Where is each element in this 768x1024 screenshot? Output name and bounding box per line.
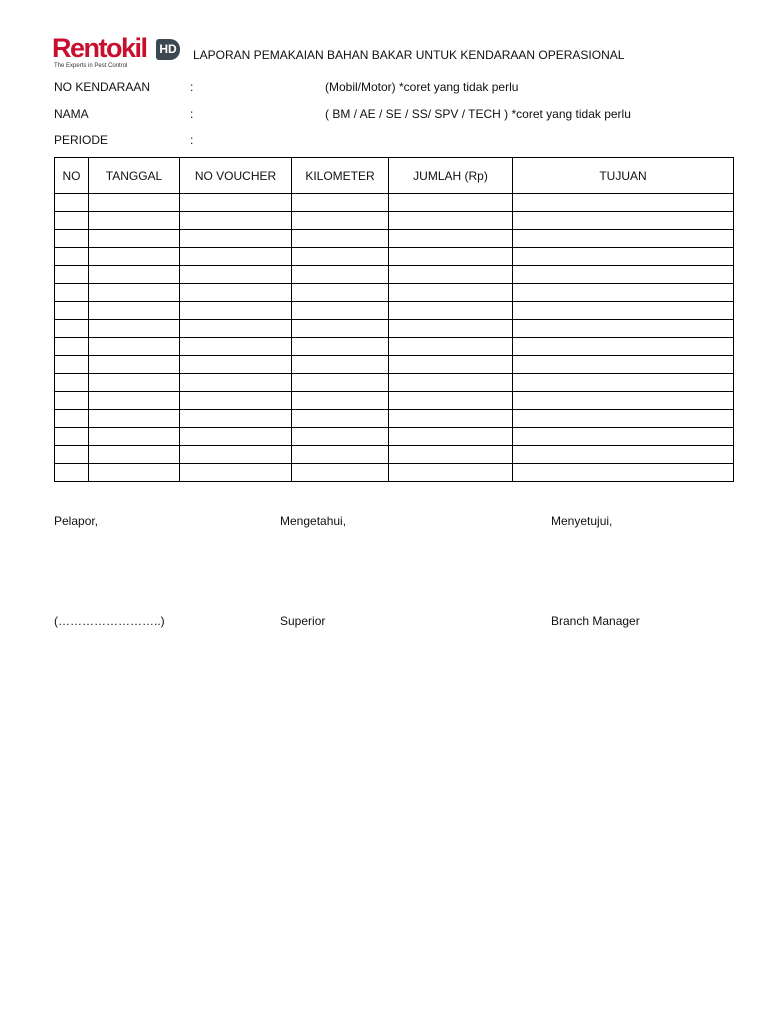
table-cell[interactable] [389,374,513,392]
table-cell[interactable] [513,320,734,338]
field-note-position: ( BM / AE / SE / SS/ SPV / TECH ) *coret yang tidak perlu [325,107,631,121]
table-cell[interactable] [55,212,89,230]
table-cell[interactable] [389,194,513,212]
table-body [55,194,734,482]
table-cell[interactable] [292,194,389,212]
table-cell[interactable] [513,428,734,446]
table-cell[interactable] [513,230,734,248]
table-cell[interactable] [180,302,292,320]
table-cell[interactable] [180,374,292,392]
table-cell[interactable] [89,194,180,212]
table-cell[interactable] [55,464,89,482]
table-row [55,464,734,482]
table-cell[interactable] [180,392,292,410]
table-cell[interactable] [292,428,389,446]
table-row [55,230,734,248]
field-colon: : [190,133,194,147]
table-cell[interactable] [89,284,180,302]
table-cell[interactable] [55,266,89,284]
table-cell[interactable] [180,194,292,212]
signature-label-acknowledged: Mengetahui, [280,514,347,528]
table-cell[interactable] [292,302,389,320]
rentokil-logo [52,33,180,74]
table-cell[interactable] [55,356,89,374]
table-cell[interactable] [89,338,180,356]
signature-name-superior: Superior [280,614,326,628]
table-cell[interactable] [292,320,389,338]
table-cell[interactable] [55,230,89,248]
table-cell[interactable] [292,338,389,356]
table-row [55,356,734,374]
table-cell[interactable] [89,230,180,248]
field-label-periode: PERIODE [54,133,109,147]
table-cell[interactable] [180,230,292,248]
table-cell[interactable] [389,302,513,320]
table-cell[interactable] [55,320,89,338]
table-cell[interactable] [89,320,180,338]
table-cell[interactable] [55,248,89,266]
table-row [55,410,734,428]
field-colon: : [190,80,194,94]
table-cell[interactable] [89,446,180,464]
table-cell[interactable] [389,464,513,482]
logo-tagline: The Experts in Pest Control [54,63,128,69]
table-cell[interactable] [89,464,180,482]
table-cell[interactable] [292,374,389,392]
col-header-no-voucher: NO VOUCHER [180,158,292,194]
table-cell[interactable] [180,428,292,446]
table-row [55,446,734,464]
table-cell[interactable] [292,410,389,428]
table-cell[interactable] [55,302,89,320]
table-cell[interactable] [513,374,734,392]
table-cell[interactable] [180,266,292,284]
table-cell[interactable] [180,338,292,356]
table-cell[interactable] [292,392,389,410]
field-label-nama: NAMA [54,107,89,121]
table-cell[interactable] [389,410,513,428]
table-cell[interactable] [180,446,292,464]
table-cell[interactable] [89,356,180,374]
table-row [55,266,734,284]
signature-label-reporter: Pelapor, [54,514,99,528]
table-cell[interactable] [292,212,389,230]
table-cell[interactable] [292,446,389,464]
signature-name-branch-manager: Branch Manager [551,614,640,628]
table-cell[interactable] [292,284,389,302]
table-cell[interactable] [292,464,389,482]
col-header-tujuan: TUJUAN [513,158,734,194]
table-cell[interactable] [180,212,292,230]
field-label-no-kendaraan: NO KENDARAAN [54,80,151,94]
table-cell[interactable] [389,212,513,230]
table-row [55,428,734,446]
table-row [55,374,734,392]
table-cell[interactable] [292,356,389,374]
table-cell[interactable] [180,464,292,482]
table-cell[interactable] [513,338,734,356]
table-cell[interactable] [89,212,180,230]
table-cell[interactable] [55,284,89,302]
table-cell[interactable] [513,446,734,464]
logo-wordmark: Rentokil [52,33,147,63]
table-cell[interactable] [513,356,734,374]
col-header-kilometer: KILOMETER [292,158,389,194]
table-row [55,302,734,320]
table-cell[interactable] [180,356,292,374]
table-row [55,212,734,230]
table-cell[interactable] [292,230,389,248]
table-cell[interactable] [180,248,292,266]
table-cell[interactable] [89,248,180,266]
field-note-vehicle-type: (Mobil/Motor) *coret yang tidak perlu [325,80,519,94]
table-cell[interactable] [513,194,734,212]
table-cell[interactable] [389,446,513,464]
table-cell[interactable] [89,374,180,392]
table-cell[interactable] [389,266,513,284]
table-header-row [55,158,734,194]
table-cell[interactable] [89,410,180,428]
table-cell[interactable] [55,428,89,446]
table-row [55,284,734,302]
table-row [55,392,734,410]
table-cell[interactable] [55,392,89,410]
table-cell[interactable] [513,392,734,410]
table-cell[interactable] [389,284,513,302]
table-cell[interactable] [513,248,734,266]
signature-name-reporter: (……………………..) [54,614,165,628]
table-row [55,338,734,356]
table-cell[interactable] [180,320,292,338]
fuel-usage-table [54,157,734,482]
table-row [55,320,734,338]
table-row [55,248,734,266]
table-cell[interactable] [513,212,734,230]
table-cell[interactable] [292,248,389,266]
table-cell[interactable] [89,302,180,320]
table-cell[interactable] [89,392,180,410]
table-cell[interactable] [389,428,513,446]
signature-label-approved: Menyetujui, [551,514,613,528]
table-cell[interactable] [292,266,389,284]
document-title: LAPORAN PEMAKAIAN BAHAN BAKAR UNTUK KENDARAAN OPERASIONAL [193,48,625,62]
table-row [55,194,734,212]
table-cell[interactable] [55,446,89,464]
table-cell[interactable] [389,356,513,374]
table-cell[interactable] [55,194,89,212]
table-cell[interactable] [513,284,734,302]
table-cell[interactable] [89,428,180,446]
col-header-no: NO [55,158,89,194]
table-cell[interactable] [389,338,513,356]
table-cell[interactable] [389,230,513,248]
table-cell[interactable] [513,410,734,428]
table-cell[interactable] [180,284,292,302]
table-cell[interactable] [89,266,180,284]
hd-badge: HD [156,39,180,60]
col-header-tanggal: TANGGAL [89,158,180,194]
field-colon: : [190,107,194,121]
col-header-jumlah: JUMLAH (Rp) [389,158,513,194]
table-cell[interactable] [389,392,513,410]
table-cell[interactable] [513,266,734,284]
table-cell[interactable] [513,464,734,482]
table-cell[interactable] [180,410,292,428]
table-cell[interactable] [55,410,89,428]
table-cell[interactable] [513,302,734,320]
table-cell[interactable] [389,320,513,338]
table-cell[interactable] [389,248,513,266]
table-cell[interactable] [55,338,89,356]
table-cell[interactable] [55,374,89,392]
